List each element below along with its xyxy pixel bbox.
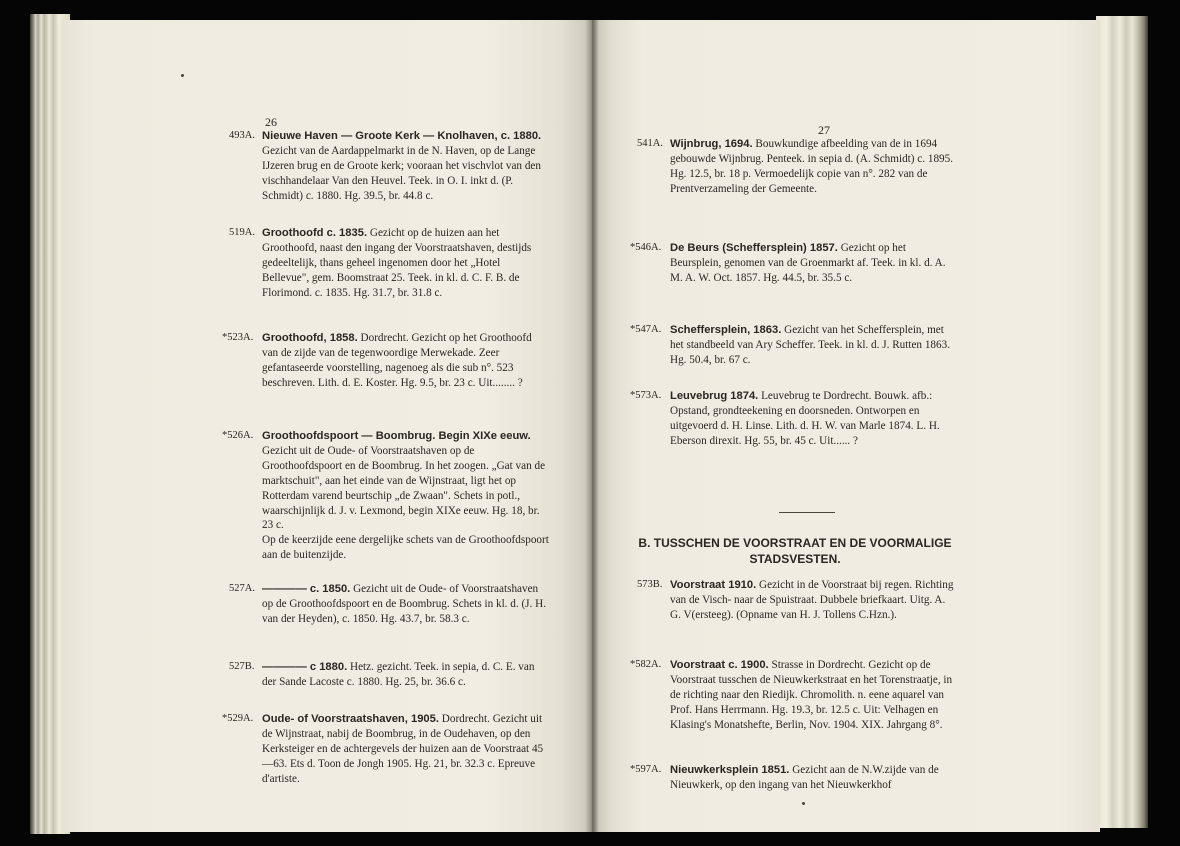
catalog-entry	[222, 712, 549, 787]
page-edge-stack-right	[1096, 16, 1148, 828]
entry-body: Gezicht uit de Oude- of Voorstraatshaven op de Groothoofdspoort en de Boombrug. Schets in kl. d. (J. H. van der Heyden), c. 1850. Hg. 43.7, br. 58.3 c.	[262, 583, 547, 625]
entry-title: Groothoofdspoort — Boombrug. Begin XIXe eeuw.	[262, 430, 531, 442]
catalog-entry	[630, 658, 957, 733]
entry-title: Nieuwe Haven — Groote Kerk — Knolhaven, c. 1880.	[262, 130, 542, 142]
entry-number: *526A.	[222, 430, 254, 441]
entry-body: Strasse in Dordrecht. Gezicht op de Voorstraat tusschen de Nieuwkerkstraat en het Torenstraatje, in de richting naar den Riedijk. Chromolith. n. eene aquarel van Prof. Hans Herrmann. Hg. 19.3, br. 12.5 c. Uit: Velhagen en Klasing's Monatshefte, Berlin, Nov. 1904. XIX. Jahrgang 8°.	[670, 659, 953, 731]
entry-body: Gezicht aan de N.W.zijde van de Nieuwkerk, op den ingang van het Nieuwkerkhof	[670, 764, 939, 791]
section-heading	[615, 535, 975, 567]
entry-number: 519A.	[229, 227, 255, 238]
entry-title: Leuvebrug 1874.	[670, 390, 759, 402]
book-gutter	[585, 20, 599, 832]
entry-note: Op de keerzijde eene dergelijke schets van de Groothoofdspoort aan de buitenzijde.	[262, 534, 549, 562]
section-heading-line: B. TUSSCHEN DE VOORSTRAAT EN DE VOORMALIGE	[638, 536, 952, 550]
entry-body: Gezicht op de huizen aan het Groothoofd, naast den ingang der Voorstraatshaven, destijds gedeeltelijk, thans geheel ingenomen door het „Hotel Bellevue", gem. Boomstraat 25. Teek. in kl. d. C. F. B. de Florimond. c. 1835. Hg. 31.7, br. 31.8 c.	[262, 227, 532, 299]
entry-title: Wijnbrug, 1694.	[670, 138, 753, 150]
catalog-entry	[637, 578, 957, 623]
entry-title: De Beurs (Scheffersplein) 1857.	[670, 242, 838, 254]
entry-body: Gezicht op het Beursplein, genomen van de Groenmarkt af. Teek. in kl. d. A. M. A. W. Oct. 1857. Hg. 44.5, br. 35.5 c.	[670, 242, 946, 284]
page-number: 26	[265, 115, 277, 129]
entry-body: Dordrecht. Gezicht op het Groothoofd van de zijde van de tegenwoordige Merwekade. Zeer gefantaseerde voorstelling, nagenoeg als die sub n°. 523 beschreven. Lith. d. E. Koster. Hg. 9.5, br. 23 c. Uit........ ?	[262, 332, 532, 389]
entry-body: Hetz. gezicht. Teek. in sepia, d. C. E. van der Sande Lacoste c. 1880. Hg. 25, br. 36.6 c.	[262, 661, 535, 688]
catalog-entry	[630, 763, 957, 793]
entry-number: *529A.	[222, 713, 254, 724]
entry-title: ———— c. 1850.	[262, 583, 351, 595]
entry-body: Bouwkundige afbeelding van de in 1694 gebouwde Wijnbrug. Penteek. in sepia d. (A. Schmidt) c. 1895. Hg. 12.5, br. 18 p. Vermoedelijk copie van n°. 282 van de Prentverzameling der Gemeente.	[670, 138, 954, 195]
entry-number: 527B.	[229, 661, 255, 672]
entry-title: Voorstraat c. 1900.	[670, 659, 769, 671]
section-heading-line: STADSVESTEN.	[749, 552, 841, 566]
entry-title: Oude- of Voorstraatshaven, 1905.	[262, 713, 439, 725]
entry-number: *546A.	[630, 242, 662, 253]
entry-title: Groothoofd c. 1835.	[262, 227, 368, 239]
catalog-entry	[630, 241, 957, 286]
entry-body: Leuvebrug te Dordrecht. Bouwk. afb.: Opstand, grondteekening en doorsneden. Ontworpen en uitgevoerd d. H. Linse. Lith. d. H. W. van Marle 1874. L. H. Eberson direxit. Hg. 55, br. 45 c. Uit...... ?	[670, 390, 940, 447]
catalog-entry	[229, 129, 549, 204]
entry-body: Gezicht in de Voorstraat bij regen. Richting van de Visch- naar de Spuistraat. Dubbele briefkaart. Uitg. A. G. V(ersteeg). (Opname van H. J. Tollens C.Hzn.).	[670, 579, 954, 621]
catalog-entry	[222, 331, 549, 391]
entry-body: Gezicht uit de Oude- of Voorstraatshaven op de Groothoofdspoort en de Boombrug. In het zoogen. „Gat van de marktschuit", aan het einde van de Wijnstraat, ligt het op Rotterdam varend beurtschip „de Zwaan". Schets in potl., waarschijnlijk d. J. v. Lexmond, begin XIXe eeuw. Hg. 18, br. 23 c.	[262, 444, 546, 532]
entry-title: ———— c 1880.	[262, 661, 348, 673]
entry-body: Gezicht van het Scheffersplein, met het standbeeld van Ary Scheffer. Teek. in kl. d. J. Rutten 1863. Hg. 50.4, br. 67 c.	[670, 324, 950, 366]
catalog-entry	[229, 660, 549, 690]
catalog-entry	[229, 226, 549, 301]
catalog-entry	[222, 429, 549, 563]
entry-number: 493A.	[229, 130, 255, 141]
entry-number: 527A.	[229, 583, 255, 594]
paper-speck	[181, 74, 184, 77]
entry-title: Voorstraat 1910.	[670, 579, 757, 591]
entry-number: *523A.	[222, 332, 254, 343]
entry-title: Groothoofd, 1858.	[262, 332, 358, 344]
entry-title: Scheffersplein, 1863.	[670, 324, 782, 336]
entry-number: *597A.	[630, 764, 662, 775]
entry-body: Gezicht van de Aardappelmarkt in de N. Haven, op de Lange IJzeren brug en de Groote kerk; vooraan het vischvlot van den vischhandelaar Van den Heuvel. Teek. in O. I. inkt d. (P. Schmidt) c. 1880. Hg. 39.5, br. 44.8 c.	[262, 144, 541, 202]
entry-body: Dordrecht. Gezicht uit de Wijnstraat, nabij de Boombrug, in de Oudehaven, op den Kerksteiger en de achtergevels der huizen aan de Voorstraat 45—63. Ets d. Toon de Jongh 1905. Hg. 21, br. 32.3 c. Epreuve d'artiste.	[262, 713, 544, 785]
section-divider	[779, 512, 835, 513]
entry-number: 541A.	[637, 138, 663, 149]
entry-number: 573B.	[637, 579, 663, 590]
catalog-entry	[229, 582, 549, 627]
page-number: 27	[818, 123, 830, 137]
catalog-entry	[630, 389, 957, 449]
entry-number: *547A.	[630, 324, 662, 335]
entry-title: Nieuwkerksplein 1851.	[670, 764, 790, 776]
catalog-entry	[630, 323, 957, 368]
entry-number: *573A.	[630, 390, 662, 401]
entry-number: *582A.	[630, 659, 662, 670]
catalog-entry	[637, 137, 957, 197]
paper-speck	[802, 802, 805, 805]
